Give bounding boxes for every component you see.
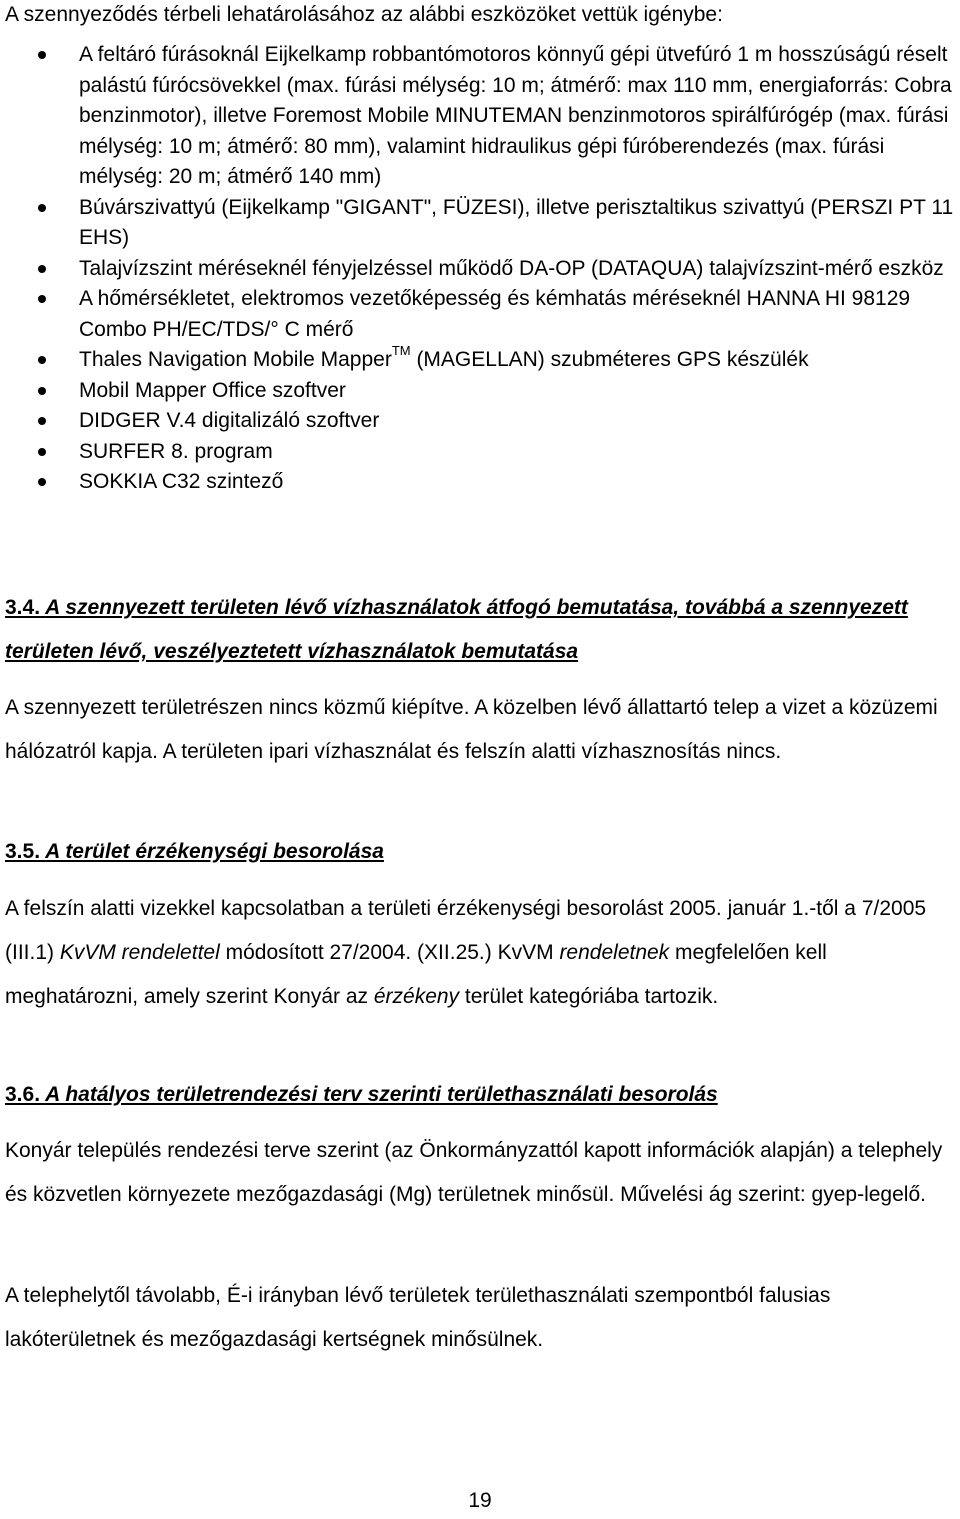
bullet-icon (38, 356, 46, 364)
list-item: Búvárszivattyú (Eijkelkamp "GIGANT", FÜZESI), illetve perisztaltikus szivattyú (PERSZI PT 11 EHS) (0, 193, 960, 254)
section-paragraph: A felszín alatti vizekkel kapcsolatban a területi érzékenységi besorolást 2005. január 1.-től a 7/2005 (III.1) KvVM rendelettel módosított 27/2004. (XII.25.) KvVM rendeletnek megfelelően kell meghatározni, amely szerint Konyár az érzékeny terület kategóriába tartozik. (5, 897, 927, 1008)
bullet-icon (38, 387, 46, 395)
list-item: Talajvízszint méréseknél fényjelzéssel működő DA-OP (DATAQUA) talajvízszint-mérő eszköz (0, 254, 960, 285)
list-item: DIDGER V.4 digitalizáló szoftver (0, 406, 960, 437)
intro-text: A szennyeződés térbeli lehatárolásához az alábbi eszközöket vettük igénybe: (5, 3, 723, 26)
trademark-superscript: TM (391, 343, 411, 358)
list-item: A feltáró fúrásoknál Eijkelkamp robbantómotoros könnyű gépi ütvefúró 1 m hosszúságú réselt palástú fúrócsövekkel (max. fúrási mélység: 10 m; átmérő: max 110 mm, energiaforrás: Cobra benzinmotor), illetve Foremost Mobile MINUTEMAN benzinmotoros spirálfúrógép (max. fúrási mélység: 10 m; átmérő: 80 mm), valamint hidraulikus gépi fúróberendezés (max. fúrási mélység: 20 m; átmérő 140 mm) (0, 40, 960, 193)
bullet-icon (38, 417, 46, 425)
list-item: A hőmérsékletet, elektromos vezetőképesség és kémhatás méréseknél HANNA HI 98129 Combo PH/EC/TDS/° C mérő (0, 284, 960, 345)
bullet-icon (38, 265, 46, 273)
equipment-list (0, 40, 960, 498)
bullet-icon (38, 478, 46, 486)
bullet-icon (38, 51, 46, 59)
section-paragraph: A telephelytől távolabb, É-i irányban lévő területek területhasználati szempontból falusias lakóterületnek és mezőgazdasági kertségnek minősülnek. (5, 1284, 831, 1351)
bullet-icon (38, 204, 46, 212)
section-paragraph: Konyár település rendezési terve szerint (az Önkormányzattól kapott információk alapján) a telephely és közvetlen környezete mezőgazdasági (Mg) területnek minősül. Művelési ág szerint: gyep-legelő. (5, 1139, 943, 1206)
list-item: Mobil Mapper Office szoftver (0, 376, 960, 407)
list-item: SOKKIA C32 szintező (0, 467, 960, 498)
section-heading-3-6: 3.6. A hatályos területrendezési terv szerinti területhasználati besorolás (5, 1083, 718, 1106)
page-number: 19 (468, 1489, 492, 1512)
list-item: Thales Navigation Mobile Mapper™ (MAGELLAN) szubméteres GPS készülék (0, 345, 960, 376)
bullet-icon (38, 295, 46, 303)
section-heading-3-4: 3.4. A szennyezett területen lévő vízhasználatok átfogó bemutatása, továbbá a szennyezett területen lévő, veszélyeztetett vízhasználatok bemutatása (5, 596, 908, 663)
section-heading-3-5: 3.5. A terület érzékenységi besorolása (5, 840, 384, 863)
bullet-icon (38, 448, 46, 456)
section-paragraph: A szennyezett területrészen nincs közmű kiépítve. A közelben lévő állattartó telep a vizet a közüzemi hálózatról kapja. A területen ipari vízhasználat és felszín alatti vízhasznosítás nincs. (5, 696, 938, 763)
list-item: SURFER 8. program (0, 437, 960, 468)
